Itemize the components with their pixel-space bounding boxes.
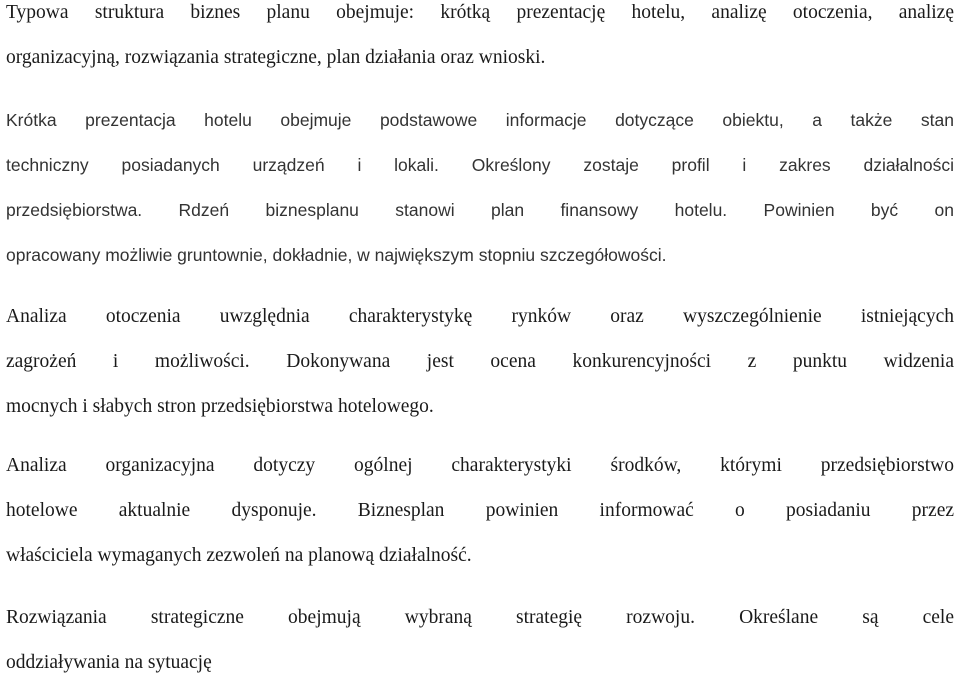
text-line: Analiza organizacyjna dotyczy ogólnej charakterystyki środków, którymi przedsiębiorstwo xyxy=(6,455,954,476)
paragraph-organizational-analysis xyxy=(6,443,954,578)
text-line: przedsiębiorstwa. Rdzeń biznesplanu stanowi plan finansowy hotelu. Powinien być on xyxy=(6,200,954,220)
text-line: oddziaływania na sytuację xyxy=(6,652,212,673)
text-line: Typowa struktura biznes planu obejmuje: krótką prezentację hotelu, analizę otoczenia, analizę xyxy=(6,2,954,23)
text-line: Rozwiązania strategiczne obejmują wybraną strategię rozwoju. Określane są cele xyxy=(6,607,954,628)
paragraph-strategic-solutions xyxy=(6,595,954,685)
text-line: opracowany możliwie gruntownie, dokładnie, w największym stopniu szczegółowości. xyxy=(6,245,667,265)
text-line: zagrożeń i możliwości. Dokonywana jest ocena konkurencyjności z punktu widzenia xyxy=(6,351,954,372)
text-line: hotelowe aktualnie dysponuje. Biznesplan powinien informować o posiadaniu przez xyxy=(6,500,954,521)
paragraph-structure xyxy=(6,0,954,80)
text-line: mocnych i słabych stron przedsiębiorstwa hotelowego. xyxy=(6,396,434,417)
text-line: Analiza otoczenia uwzględnia charakterystykę rynków oraz wyszczególnienie istniejących xyxy=(6,306,954,327)
text-line: właściciela wymaganych zezwoleń na planową działalność. xyxy=(6,545,472,566)
text-line: organizacyjną, rozwiązania strategiczne, plan działania oraz wnioski. xyxy=(6,47,546,68)
text-line: Krótka prezentacja hotelu obejmuje podstawowe informacje dotyczące obiektu, a także stan xyxy=(6,110,954,130)
paragraph-environment-analysis xyxy=(6,294,954,429)
text-line: techniczny posiadanych urządzeń i lokali. Określony zostaje profil i zakres działalności xyxy=(6,155,954,175)
paragraph-hotel-presentation xyxy=(6,98,954,278)
